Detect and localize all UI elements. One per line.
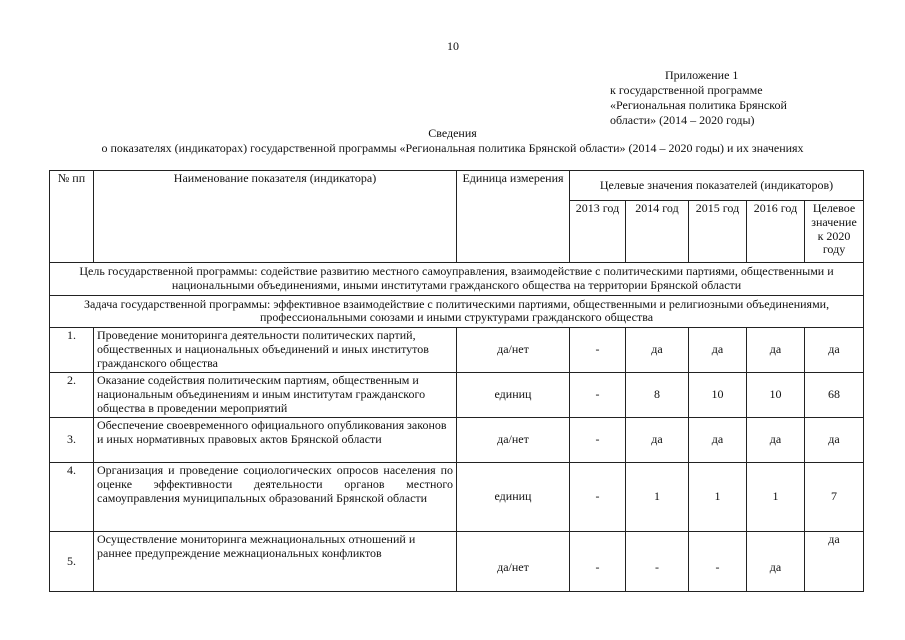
row-unit: да/нет [457, 328, 570, 373]
document-subtitle: о показателях (индикаторах) государственной программы «Региональная политика Брянской области» (2014 – 2020 годы) и их значениях [101, 141, 804, 155]
appendix-line-2: к государственной программе [610, 83, 763, 97]
table-row [50, 463, 864, 532]
document-title: Сведения [428, 126, 477, 140]
header-year-2014: 2014 год [626, 201, 689, 263]
header-unit: Единица измерения [457, 171, 570, 263]
program-task-row: Задача государственной программы: эффективное взаимодействие с политическими партиями, общественными и религиозными объединениями, профессиональными союзами и иными структурами гражданского общества [50, 295, 864, 328]
row-value-2013: - [570, 328, 626, 373]
row-indicator-name: Организация и проведение социологических опросов населения по оценке эффективности деятельности органов местного самоуправления муниципальных образований Брянской области [94, 463, 457, 532]
appendix-block [610, 68, 850, 128]
row-indicator-name: Обеспечение своевременного официального опубликования законов и иных нормативных правовых актов Брянской области [94, 418, 457, 463]
row-number: 2. [50, 373, 94, 418]
program-goal-row: Цель государственной программы: содействие развитию местного самоуправления, взаимодействие с политическими партиями, общественными и национальными объединениями, иными институтами гражданского общества на территории Брянской области [50, 263, 864, 296]
row-value-2016: 1 [747, 463, 805, 532]
row-value-2015: да [689, 418, 747, 463]
row-indicator-name: Осуществление мониторинга межнациональных отношений и раннее предупреждение межнациональных конфликтов [94, 532, 457, 592]
appendix-line-1: Приложение 1 [665, 68, 739, 82]
row-value-2014: 8 [626, 373, 689, 418]
row-value-2014: да [626, 328, 689, 373]
row-value-2015: да [689, 328, 747, 373]
row-value-target: да [805, 328, 864, 373]
row-value-2014: да [626, 418, 689, 463]
row-value-2013: - [570, 373, 626, 418]
header-target-values: Целевые значения показателей (индикаторов) [570, 171, 864, 201]
row-unit: единиц [457, 463, 570, 532]
row-number: 3. [50, 418, 94, 463]
page-number: 10 [447, 39, 459, 53]
row-number: 4. [50, 463, 94, 532]
row-value-2013: - [570, 532, 626, 592]
header-target-2020: Целевое значение к 2020 году [805, 201, 864, 263]
row-indicator-name: Проведение мониторинга деятельности политических партий, общественных и национальных объединений и иных институтов гражданского общества [94, 328, 457, 373]
row-value-target: 7 [805, 463, 864, 532]
table-row [50, 418, 864, 463]
row-value-2014: - [626, 532, 689, 592]
table-row [50, 328, 864, 373]
row-value-2016: да [747, 532, 805, 592]
row-value-2014: 1 [626, 463, 689, 532]
row-value-2016: да [747, 418, 805, 463]
row-unit: единиц [457, 373, 570, 418]
indicators-table [49, 170, 864, 592]
row-value-2015: 10 [689, 373, 747, 418]
appendix-line-3: «Региональная политика Брянской [610, 98, 787, 112]
row-value-target: да [805, 418, 864, 463]
header-year-2015: 2015 год [689, 201, 747, 263]
row-number: 5. [50, 532, 94, 592]
table-row [50, 373, 864, 418]
appendix-line-4: области» (2014 – 2020 годы) [610, 113, 755, 127]
row-value-2016: да [747, 328, 805, 373]
header-year-2016: 2016 год [747, 201, 805, 263]
header-year-2013: 2013 год [570, 201, 626, 263]
row-number: 1. [50, 328, 94, 373]
row-value-2016: 10 [747, 373, 805, 418]
row-value-2013: - [570, 463, 626, 532]
table-row [50, 532, 864, 592]
row-indicator-name: Оказание содействия политическим партиям, общественным и национальным объединениям и иным институтам гражданского общества в проведении мероприятий [94, 373, 457, 418]
row-value-2015: 1 [689, 463, 747, 532]
row-value-target: 68 [805, 373, 864, 418]
row-unit: да/нет [457, 418, 570, 463]
row-value-target: да [805, 532, 864, 592]
row-value-2015: - [689, 532, 747, 592]
header-indicator-name: Наименование показателя (индикатора) [94, 171, 457, 263]
row-value-2013: - [570, 418, 626, 463]
row-unit: да/нет [457, 532, 570, 592]
header-number: № пп [50, 171, 94, 263]
